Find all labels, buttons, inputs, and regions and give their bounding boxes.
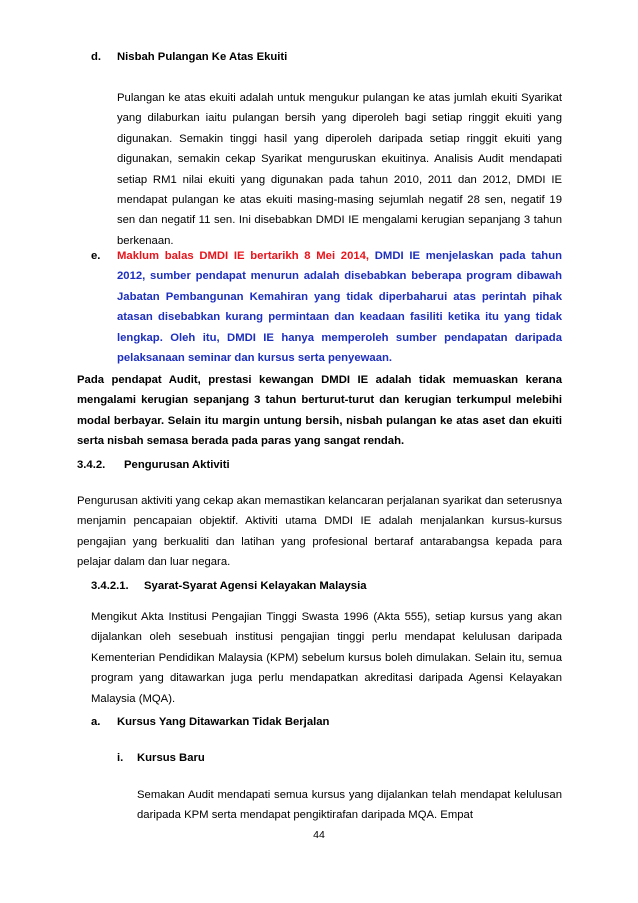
section-3421-body: Mengikut Akta Institusi Pengajian Tinggi Swasta 1996 (Akta 555), setiap kursus yang akan dijalankan oleh sesebuah institusi pengajian tinggi perlu mendapat kelulusan daripada Kementerian Pendidikan Malaysia (KPM) sebelum kursus boleh dimulakan. Selain itu, semua program yang ditawarkan juga perlu mendapatkan akreditasi daripada Agensi Kelayakan Malaysia (MQA). xyxy=(91,611,562,705)
section-i-title: Kursus Baru xyxy=(137,752,205,764)
section-3421-number: 3.4.2.1. xyxy=(91,580,129,592)
audit-opinion: Pada pendapat Audit, prestasi kewangan DMDI IE adalah tidak memuaskan kerana mengalami kerugian sepanjang 3 tahun berturut-turut dan kerugian terkumpul melebihi modal berbayar. Selain itu margin untung bersih, nisbah pulangan ke atas aset dan ekuiti serta nisbah semasa berada pada paras yang sangat rendah. xyxy=(77,374,562,448)
section-342-title: Pengurusan Aktiviti xyxy=(124,459,230,471)
section-i-body: Semakan Audit mendapati semua kursus yang dijalankan telah mendapat kelulusan daripada KPM serta mendapat pengiktirafan daripada MQA. Empat xyxy=(137,789,562,822)
section-d-title: Nisbah Pulangan Ke Atas Ekuiti xyxy=(117,51,288,63)
section-a-title: Kursus Yang Ditawarkan Tidak Berjalan xyxy=(117,716,330,728)
section-e-letter: e. xyxy=(91,250,101,262)
section-342-number: 3.4.2. xyxy=(77,459,106,471)
section-3421-title: Syarat-Syarat Agensi Kelayakan Malaysia xyxy=(144,580,367,592)
response-date-text: Maklum balas DMDI IE bertarikh 8 Mei 2014, xyxy=(117,250,370,262)
section-i-numeral: i. xyxy=(117,752,124,764)
section-e-body xyxy=(117,246,562,368)
page-number: 44 xyxy=(313,829,325,841)
section-d-letter: d. xyxy=(91,51,102,63)
section-342-body: Pengurusan aktiviti yang cekap akan memastikan kelancaran perjalanan syarikat dan seterusnya menjamin pencapaian objektif. Aktiviti utama DMDI IE adalah menjalankan kursus-kursus pengajian yang berkualiti dan latihan yang profesional bertaraf antarabangsa kepada para pelajar dalam dan luar negara. xyxy=(77,495,562,569)
response-explanation-text: DMDI IE menjelaskan pada tahun 2012, sumber pendapat menurun adalah disebabkan beberapa program dibawah Jabatan Pembangunan Kemahiran yang tidak diperbaharui atas perintah pihak atasan disebabkan kurang permintaan dan keadaan fasiliti ketika itu yang tidak lengkap. Oleh itu, DMDI IE hanya memperoleh sumber pendapatan daripada pelaksanaan seminar dan kursus serta penyewaan. xyxy=(117,250,563,365)
section-d-body: Pulangan ke atas ekuiti adalah untuk mengukur pulangan ke atas jumlah ekuiti Syarikat yang dilaburkan iaitu pulangan bersih yang diperoleh bagi setiap ringgit ekuiti yang digunakan. Semakin tinggi hasil yang diperoleh daripada setiap ringgit ekuiti yang digunakan, semakin cekap Syarikat menguruskan ekuitinya. Analisis Audit mendapati setiap RM1 nilai ekuiti yang digunakan pada tahun 2010, 2011 dan 2012, DMDI IE mendapat pulangan ke atas ekuiti masing-masing sejumlah negatif 28 sen, negatif 19 sen dan negatif 11 sen. Ini disebabkan DMDI IE mengalami kerugian sepanjang 3 tahun berkenaan. xyxy=(117,92,562,247)
section-a-letter: a. xyxy=(91,716,101,728)
